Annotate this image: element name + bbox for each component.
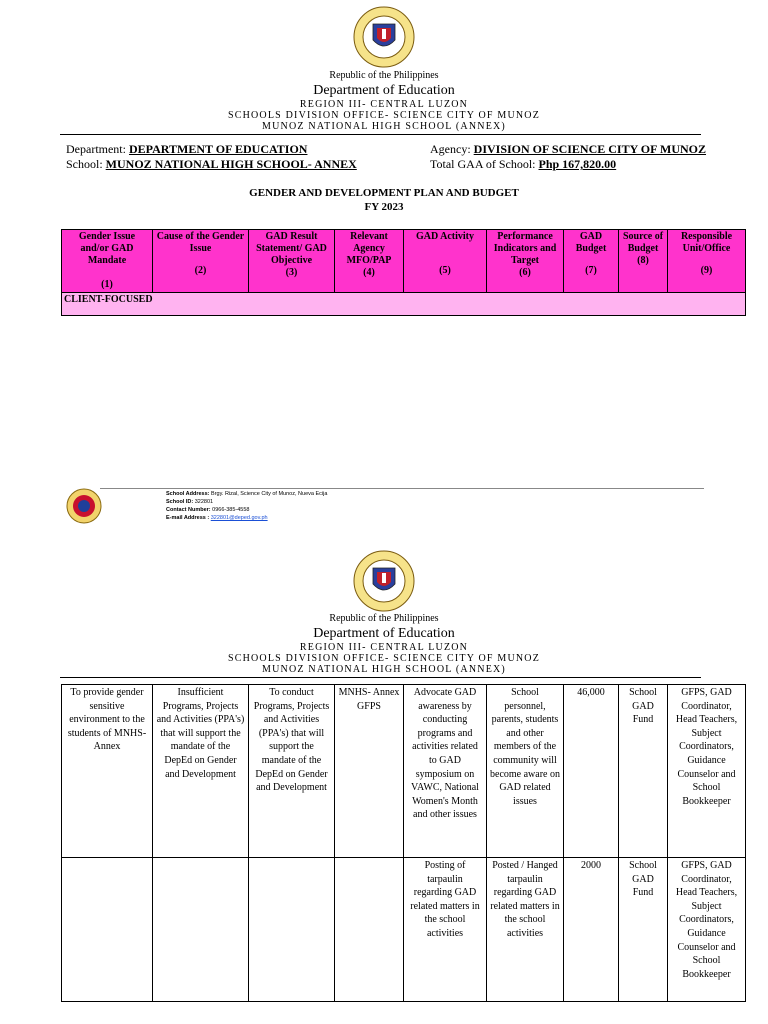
- column-header: Source of Budget (8): [619, 230, 668, 293]
- deped-seal: [353, 550, 415, 612]
- unit-cell: GFPS, GAD Coordinator, Head Teachers, Subject Coordinators, Guidance Counselor and School Bookkeeper: [668, 858, 746, 1002]
- plan-year: FY 2023: [364, 201, 404, 213]
- agency-label: Agency:: [430, 142, 471, 156]
- address-value: Brgy. Rizal, Science City of Munoz, Nueva Ecija: [211, 491, 328, 497]
- column-header-row: [62, 230, 746, 293]
- email-link[interactable]: 322801@deped.gov.ph: [210, 515, 268, 521]
- department-info: [66, 142, 307, 157]
- column-header: Responsible Unit/Office (9): [668, 230, 746, 293]
- contact-value: 0966-385-4558: [212, 507, 250, 513]
- school-label: School:: [66, 157, 103, 171]
- school-info: [66, 157, 357, 172]
- gad-header-table: [61, 229, 746, 316]
- cause-cell: Insufficient Programs, Projects and Activities (PPA's) that will support the mandate of the DepEd on Gender and Development: [153, 685, 249, 858]
- column-header: Gender Issue and/or GAD Mandate (1): [62, 230, 153, 293]
- section-label: CLIENT-FOCUSED: [62, 293, 746, 316]
- header-divider: [60, 677, 701, 678]
- email-label: E-mail Address :: [166, 515, 210, 521]
- column-header: Cause of the Gender Issue (2): [153, 230, 249, 293]
- gaa-label: Total GAA of School:: [430, 157, 536, 171]
- footer-divider: [100, 488, 704, 489]
- section-row: [62, 293, 746, 316]
- activity-cell: Advocate GAD awareness by conducting programs and activities related to GAD symposium on VAWC, National Women's Month and other issues: [404, 685, 487, 858]
- region-line: REGION III- CENTRAL LUZON: [299, 99, 469, 110]
- region-line: REGION III- CENTRAL LUZON: [299, 642, 469, 653]
- address-label: School Address:: [166, 491, 210, 497]
- result-cell: [249, 858, 335, 1002]
- department-title: Department of Education: [313, 626, 455, 641]
- result-cell: To conduct Programs, Projects and Activities (PPA's) that will support the mandate of the DepEd on Gender and Development: [249, 685, 335, 858]
- school-value: MUNOZ NATIONAL HIGH SCHOOL- ANNEX: [105, 157, 357, 171]
- gaa-value: Php 167,820.00: [538, 157, 617, 171]
- contact-label: Contact Number:: [166, 507, 211, 513]
- column-header: Relevant Agency MFO/PAP (4): [335, 230, 404, 293]
- school-line: MUNOZ NATIONAL HIGH SCHOOL (ANNEX): [262, 664, 506, 675]
- column-header: GAD Result Statement/ GAD Objective (3): [249, 230, 335, 293]
- table-row: [62, 858, 746, 1002]
- gender-issue-cell: [62, 858, 153, 1002]
- gender-issue-cell: To provide gender sensitive environment to the students of MNHS- Annex: [62, 685, 153, 858]
- header-divider: [60, 134, 701, 135]
- indicator-cell: School personnel, parents, students and other members of the community will become aware on GAD related issues: [487, 685, 564, 858]
- column-header: GAD Budget (7): [564, 230, 619, 293]
- indicator-cell: Posted / Hanged tarpaulin regarding GAD related matters in the school activities: [487, 858, 564, 1002]
- school-id-value: 322801: [194, 499, 214, 505]
- division-line: SCHOOLS DIVISION OFFICE- SCIENCE CITY OF MUNOZ: [227, 653, 541, 664]
- division-line: SCHOOLS DIVISION OFFICE- SCIENCE CITY OF MUNOZ: [227, 110, 541, 121]
- budget-cell: 46,000: [564, 685, 619, 858]
- deped-seal: [353, 6, 415, 68]
- gad-plan-table: [61, 684, 746, 1002]
- mfo-cell: MNHS- Annex GFPS: [335, 685, 404, 858]
- agency-value: DIVISION OF SCIENCE CITY OF MUNOZ: [473, 142, 707, 156]
- school-line: MUNOZ NATIONAL HIGH SCHOOL (ANNEX): [262, 121, 506, 132]
- mfo-cell: [335, 858, 404, 1002]
- source-cell: School GAD Fund: [619, 858, 668, 1002]
- activity-cell: Posting of tarpaulin regarding GAD related matters in the school activities: [404, 858, 487, 1002]
- agency-info: [430, 142, 706, 157]
- republic-line: Republic of the Philippines: [329, 613, 439, 624]
- department-label: Department:: [66, 142, 126, 156]
- school-footer: [66, 487, 706, 529]
- plan-title: GENDER AND DEVELOPMENT PLAN AND BUDGET: [249, 187, 519, 199]
- gaa-info: [430, 157, 616, 172]
- unit-cell: GFPS, GAD Coordinator, Head Teachers, Subject Coordinators, Guidance Counselor and School Bookkeeper: [668, 685, 746, 858]
- footer-details: [166, 490, 327, 522]
- source-cell: School GAD Fund: [619, 685, 668, 858]
- cause-cell: [153, 858, 249, 1002]
- school-logo: [66, 488, 102, 524]
- column-header: GAD Activity (5): [404, 230, 487, 293]
- column-header: Performance Indicators and Target (6): [487, 230, 564, 293]
- table-row: [62, 685, 746, 858]
- department-value: DEPARTMENT OF EDUCATION: [128, 142, 308, 156]
- department-title: Department of Education: [313, 83, 455, 98]
- budget-cell: 2000: [564, 858, 619, 1002]
- republic-line: Republic of the Philippines: [329, 70, 439, 81]
- school-id-label: School ID:: [166, 499, 194, 505]
